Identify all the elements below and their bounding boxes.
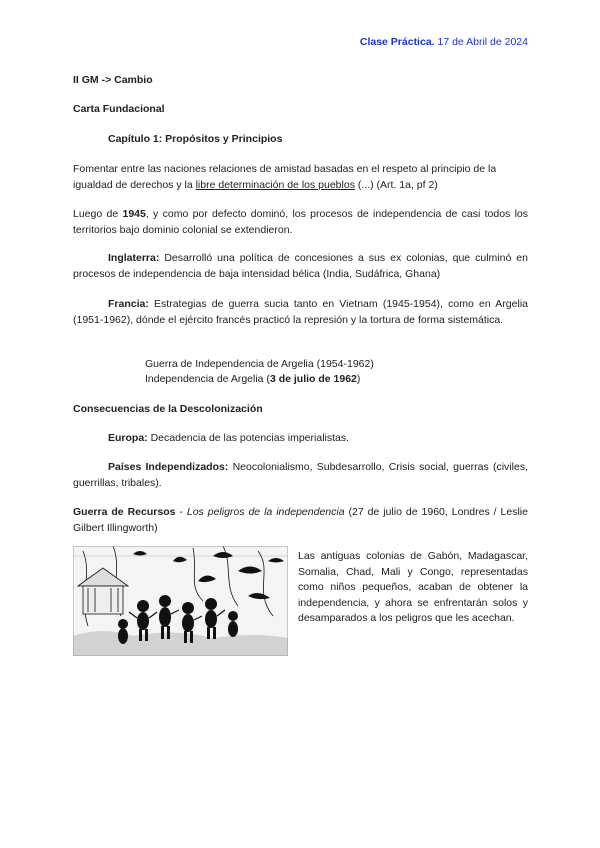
p2-year: 1945 <box>122 208 146 220</box>
p5-label: Europa: <box>108 432 148 444</box>
header-date: 17 de Abril de 2024 <box>437 36 528 48</box>
p5-text: Decadencia de las potencias imperialistas. <box>147 432 350 444</box>
argelia-line2-a: Independencia de Argelia ( <box>145 373 270 385</box>
argelia-independence-line <box>145 372 360 388</box>
paragraph-1945 <box>73 207 528 238</box>
section-heading-consecuencias: Consecuencias de la Descolonización <box>73 403 263 415</box>
p1-text-a: Fomentar entre las naciones relaciones de amistad basadas en el respeto al principio de la igualdad de derechos y la <box>73 163 497 191</box>
p7-work-title: Los peligros de la independencia <box>186 506 345 518</box>
paragraph-inglaterra <box>73 251 528 282</box>
document-title: II GM -> Cambio <box>73 74 153 86</box>
paragraph-paises <box>73 460 528 491</box>
p2-text-a: Luego de <box>73 208 123 220</box>
p7-text: (27 de julio de 1960, Londres / Leslie Gilbert Illingworth) <box>73 506 528 534</box>
section-heading-carta: Carta Fundacional <box>73 103 165 115</box>
illustration-caption: Las antiguas colonias de Gabón, Madagascar, Somalia, Chad, Mali y Congo, representadas como niños pequeños, acaban de obtener la independencia, y ahora se enfrentarán solos y desamparados a los peligros que les acechan. <box>298 550 528 624</box>
page-header <box>360 36 528 48</box>
p4-label: Francia: <box>108 298 149 310</box>
paragraph-europa <box>73 431 528 447</box>
paragraph-principles <box>73 162 528 193</box>
header-label: Clase Práctica. <box>359 36 435 48</box>
p1-underlined: libre determinación de los pueblos <box>195 178 355 191</box>
p1-text-b: (...) (Art. 1a, pf 2) <box>354 178 438 191</box>
chapter-heading: Capítulo 1: Propósitos y Principios <box>108 133 283 145</box>
p2-text-b: , y como por defecto dominó, los procesos de independencia de casi todos los territorios bajo dominio colonial se extendieron. <box>73 208 529 236</box>
p4-text: Estrategias de guerra sucia tanto en Vietnam (1945-1954), como en Argelia (1951-1962), dónde el ejército francés practicó la represión y la tortura de forma sistemática. <box>73 298 528 326</box>
p7-dash: - <box>175 506 187 518</box>
paragraph-guerra-recursos <box>73 505 528 536</box>
p6-text: Neocolonialismo, Subdesarrollo, Crisis social, guerras (civiles, guerrillas, tribales). <box>73 461 528 489</box>
paragraph-francia <box>73 297 528 328</box>
argelia-war-line: Guerra de Independencia de Argelia (1954-1962) <box>145 358 374 370</box>
argelia-date: 3 de julio de 1962 <box>269 373 357 385</box>
p6-label: Países Independizados: <box>108 461 229 473</box>
p3-text: Desarrolló una política de concesiones a sus ex colonias, que culminó en procesos de independencia de baja intensidad bélica (India, Sudáfrica, Ghana) <box>73 252 528 280</box>
argelia-line2-c: ) <box>356 373 361 385</box>
p3-label: Inglaterra: <box>108 252 160 264</box>
p7-label: Guerra de Recursos <box>73 506 176 518</box>
cartoon-illustration <box>73 546 288 656</box>
